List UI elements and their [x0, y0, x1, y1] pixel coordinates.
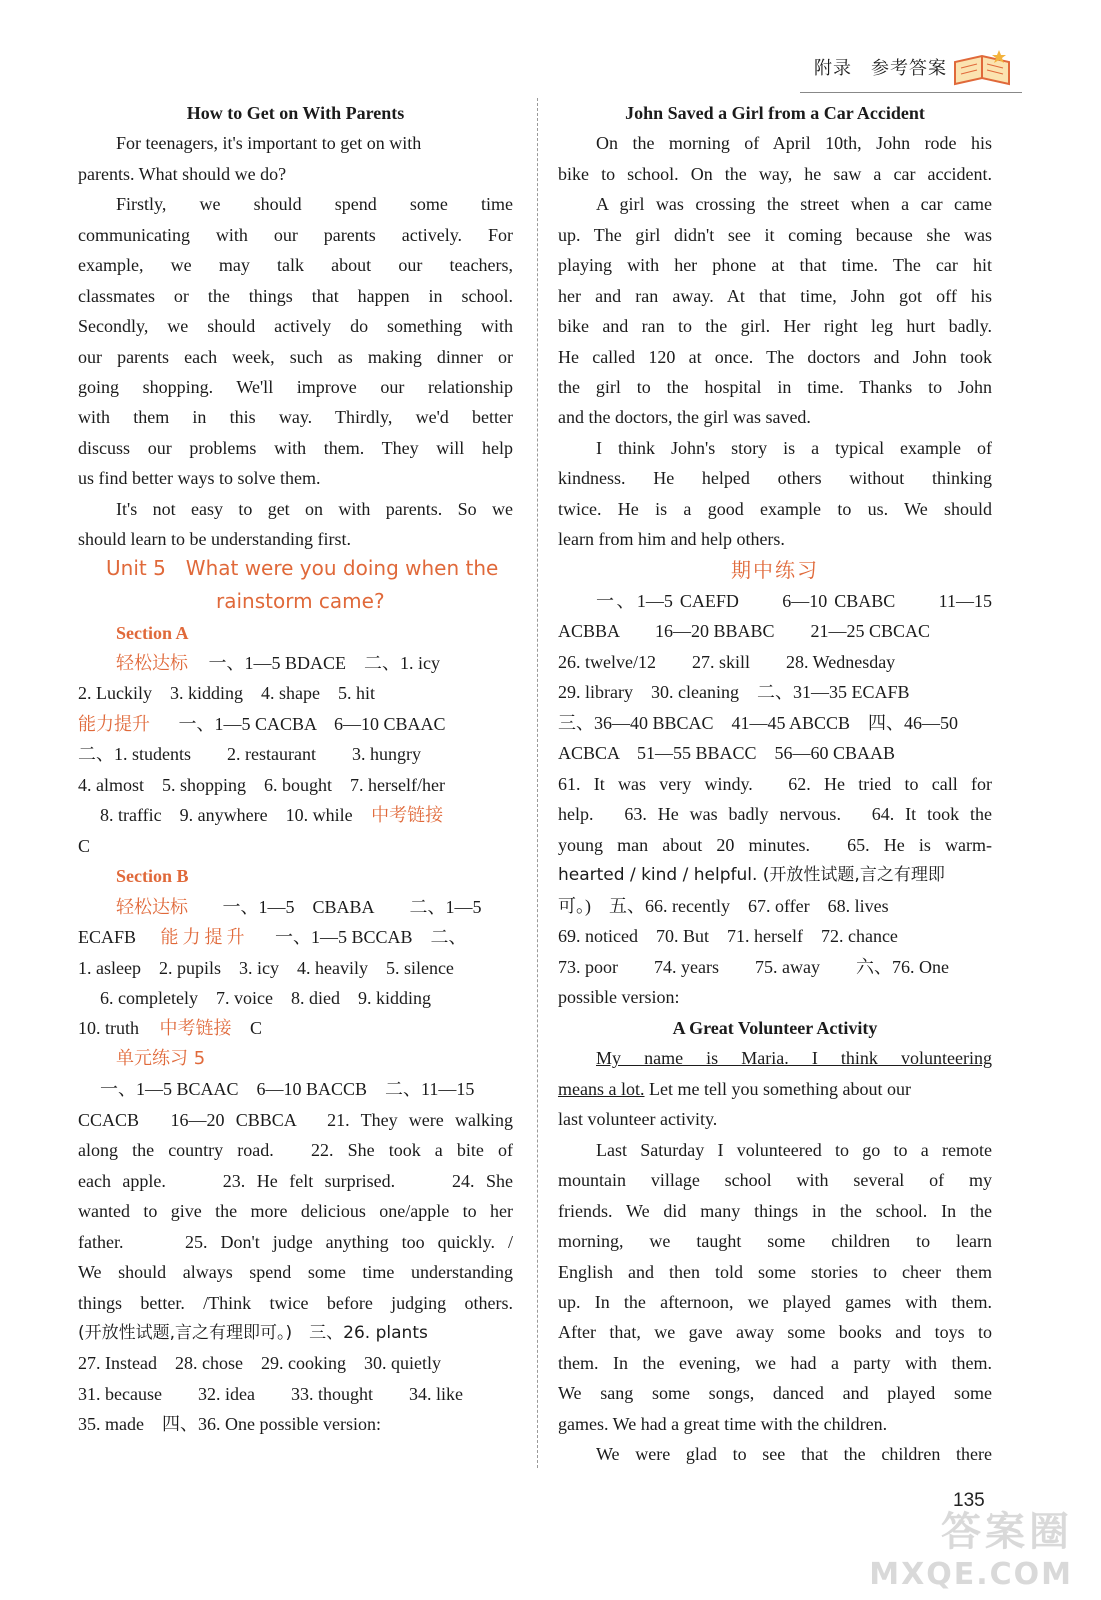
essay-line: bike to school. On the way, he saw a car accident. — [558, 164, 992, 184]
essay-title: How to Get on With Parents — [186, 103, 405, 123]
answer-text: 一、1—5 BCCAB 二、 — [275, 927, 467, 947]
essay-line: classmates or the things that happen in school. — [78, 286, 513, 306]
essay-line: the girl to the hospital in time. Thanks to John — [558, 377, 992, 397]
answer-line: each apple. 23. He felt surprised. 24. She — [78, 1171, 513, 1191]
essay-line: bike and ran to the girl. Her right leg hurt badly. — [558, 316, 992, 336]
answer-line: 二、1. students 2. restaurant 3. hungry — [78, 744, 421, 764]
essay-line: games. We had a great time with the children. — [558, 1414, 888, 1434]
answer-line: 三、36—40 BBCAC 41—45 ABCCB 四、46—50 — [558, 713, 959, 733]
unit-practice-heading: 单元练习 5 — [116, 1048, 206, 1069]
answer-line: along the country road. 22. She took a bite of — [78, 1140, 513, 1160]
essay-line: up. The girl didn't see it coming because she was — [558, 225, 992, 245]
answer-line: ACBBA 16—20 BBABC 21—25 CBCAC — [558, 621, 931, 641]
essay-line: should learn to be understanding first. — [78, 529, 351, 549]
essay-line: mountain village school with several of my — [558, 1170, 992, 1190]
unit-title: Unit 5 What were you doing when the — [106, 556, 499, 580]
section-a-heading: Section A — [116, 623, 189, 643]
essay-line: On the morning of April 10th, John rode his — [596, 133, 992, 153]
answer-line: possible version: — [558, 987, 680, 1007]
answer-line: 2. Luckily 3. kidding 4. shape 5. hit — [78, 683, 375, 703]
answer-line — [100, 800, 513, 830]
answer-line: hearted / kind / helpful. (开放性试题,言之有理即 — [558, 865, 945, 885]
answer-line — [116, 892, 513, 922]
essay-line: playing with her phone at that time. The car hit — [558, 255, 992, 275]
essay-line: them. In the evening, we had a party with them. — [558, 1353, 992, 1373]
essay-line: her and ran away. At that time, John got off his — [558, 286, 992, 306]
answer-line: 69. noticed 70. But 71. herself 72. chance — [558, 926, 898, 946]
answer-text: 一、1—5 CBABA 二、1—5 — [222, 897, 482, 917]
unit-title-cont: rainstorm came? — [216, 589, 385, 613]
answer-line — [116, 648, 513, 678]
essay-line: example, we may talk about our teachers, — [78, 255, 513, 275]
header-rule — [800, 92, 1022, 93]
essay-line: We sang some songs, danced and played some — [558, 1383, 992, 1403]
answer-text: 一、1—5 BDACE 二、1. icy — [208, 653, 440, 673]
essay-text: Let me tell you something about our — [644, 1079, 911, 1099]
section-b-heading: Section B — [116, 866, 189, 886]
essay-line: us find better ways to solve them. — [78, 468, 321, 488]
answer-line: 1. asleep 2. pupils 3. icy 4. heavily 5. silence — [78, 958, 454, 978]
answer-text: 一、1—5 CACBA 6—10 CBAAC — [178, 714, 446, 734]
essay-line: with them in this way. Thirdly, we'd better — [78, 407, 513, 427]
exam-link-tag: 中考链接 — [371, 805, 444, 826]
improve-tag: 能力提升 — [78, 714, 150, 735]
essay-line: up. In the afternoon, we played games with them. — [558, 1292, 992, 1312]
answer-text: 8. traffic 9. anywhere 10. while — [100, 805, 353, 825]
answer-line: 29. library 30. cleaning 二、31—35 ECAFB — [558, 682, 910, 702]
essay-line: I think John's story is a typical example of — [596, 438, 992, 458]
underlined-text: means a lot. — [558, 1079, 645, 1099]
easy-tag: 轻松达标 — [116, 653, 188, 674]
answer-line: CCACB 16—20 CBBCA 21. They were walking — [78, 1110, 513, 1130]
essay-line: kindness. He helped others without thinking — [558, 468, 992, 488]
answer-line: 61. It was very windy. 62. He tried to call for — [558, 774, 992, 794]
answer-line: C — [78, 836, 91, 856]
answer-line: 73. poor 74. years 75. away 六、76. One — [558, 957, 949, 977]
answer-line: wanted to give the more delicious one/apple to her — [78, 1201, 513, 1221]
essay-line: It's not easy to get on with parents. So we — [116, 499, 513, 519]
answer-text: 10. truth — [78, 1018, 139, 1038]
essay-title: A Great Volunteer Activity — [672, 1018, 878, 1038]
header-title: 附录 参考答案 — [814, 58, 947, 79]
answer-text: C — [250, 1018, 263, 1038]
watermark-url: MXQE.COM — [869, 1557, 1073, 1592]
essay-line: For teenagers, it's important to get on with — [116, 133, 422, 153]
essay-line: After that, we gave away some books and toys to — [558, 1322, 992, 1342]
essay-line: morning, we taught some children to learn — [558, 1231, 992, 1251]
answer-line: father. 25. Don't judge anything too quickly. / — [78, 1232, 513, 1252]
answer-line: ACBCA 51—55 BBACC 56—60 CBAAB — [558, 743, 896, 763]
answer-line: 一、1—5 CAEFD 6—10 CBABC 11—15 — [596, 591, 992, 611]
exam-link-tag: 中考链接 — [159, 1018, 232, 1039]
essay-line: parents. What should we do? — [78, 164, 287, 184]
answer-line: help. 63. He was badly nervous. 64. It took the — [558, 804, 992, 824]
answer-line — [78, 709, 513, 739]
watermark — [869, 1500, 1073, 1592]
essay-line: friends. We did many things in the school. In the — [558, 1201, 992, 1221]
essay-title: John Saved a Girl from a Car Accident — [625, 103, 925, 123]
column-divider — [537, 98, 538, 1468]
answer-line: young man about 20 minutes. 65. He is warm- — [558, 835, 992, 855]
answer-line: 35. made 四、36. One possible version: — [78, 1414, 381, 1434]
essay-line: twice. He is a good example to us. We should — [558, 499, 992, 519]
answer-line: 27. Instead 28. chose 29. cooking 30. quietly — [78, 1353, 441, 1373]
answer-line: 4. almost 5. shopping 6. bought 7. herself/her — [78, 775, 445, 795]
answer-line: 26. twelve/12 27. skill 28. Wednesday — [558, 652, 896, 672]
essay-line: communicating with our parents actively. For — [78, 225, 513, 245]
essay-line: Firstly, we should spend some time — [116, 194, 513, 214]
essay-line: and the doctors, the girl was saved. — [558, 407, 811, 427]
essay-line: going shopping. We'll improve our relationship — [78, 377, 513, 397]
essay-line: our parents each week, such as making dinner or — [78, 347, 513, 367]
essay-line: discuss our problems with them. They will help — [78, 438, 513, 458]
answer-line: 可。) 五、66. recently 67. offer 68. lives — [558, 896, 889, 916]
essay-line: English and then told some stories to cheer them — [558, 1262, 992, 1282]
essay-line: last volunteer activity. — [558, 1109, 718, 1129]
open-book-icon — [949, 48, 1015, 88]
page-number: 135 — [953, 1490, 985, 1511]
essay-line: He called 120 at once. The doctors and John took — [558, 347, 992, 367]
essay-line: Last Saturday I volunteered to go to a remote — [596, 1140, 992, 1160]
answer-line: 一、1—5 BCAAC 6—10 BACCB 二、11—15 — [100, 1079, 475, 1099]
answer-line: We should always spend some time understanding — [78, 1262, 513, 1282]
essay-line: Secondly, we should actively do something with — [78, 316, 513, 336]
page-header — [795, 48, 1015, 88]
answer-text: ECAFB — [78, 927, 137, 947]
answer-line: (开放性试题,言之有理即可。) 三、26. plants — [78, 1323, 428, 1343]
answer-line: 31. because 32. idea 33. thought 34. like — [78, 1384, 463, 1404]
essay-line: A girl was crossing the street when a car came — [596, 194, 992, 214]
essay-line — [558, 1074, 992, 1104]
easy-tag: 轻松达标 — [116, 897, 188, 918]
essay-line: learn from him and help others. — [558, 529, 785, 549]
answer-line: things better. /Think twice before judging others. — [78, 1293, 513, 1313]
essay-line: My name is Maria. I think volunteering — [596, 1048, 992, 1068]
midterm-heading: 期中练习 — [731, 558, 819, 582]
answer-line — [78, 922, 513, 952]
answer-line: 6. completely 7. voice 8. died 9. kidding — [100, 988, 431, 1008]
essay-line: We were glad to see that the children there — [596, 1444, 992, 1464]
answer-line — [78, 1013, 513, 1043]
watermark-text: 答案圈 — [941, 1509, 1073, 1555]
improve-tag: 能力提升 — [160, 927, 249, 948]
